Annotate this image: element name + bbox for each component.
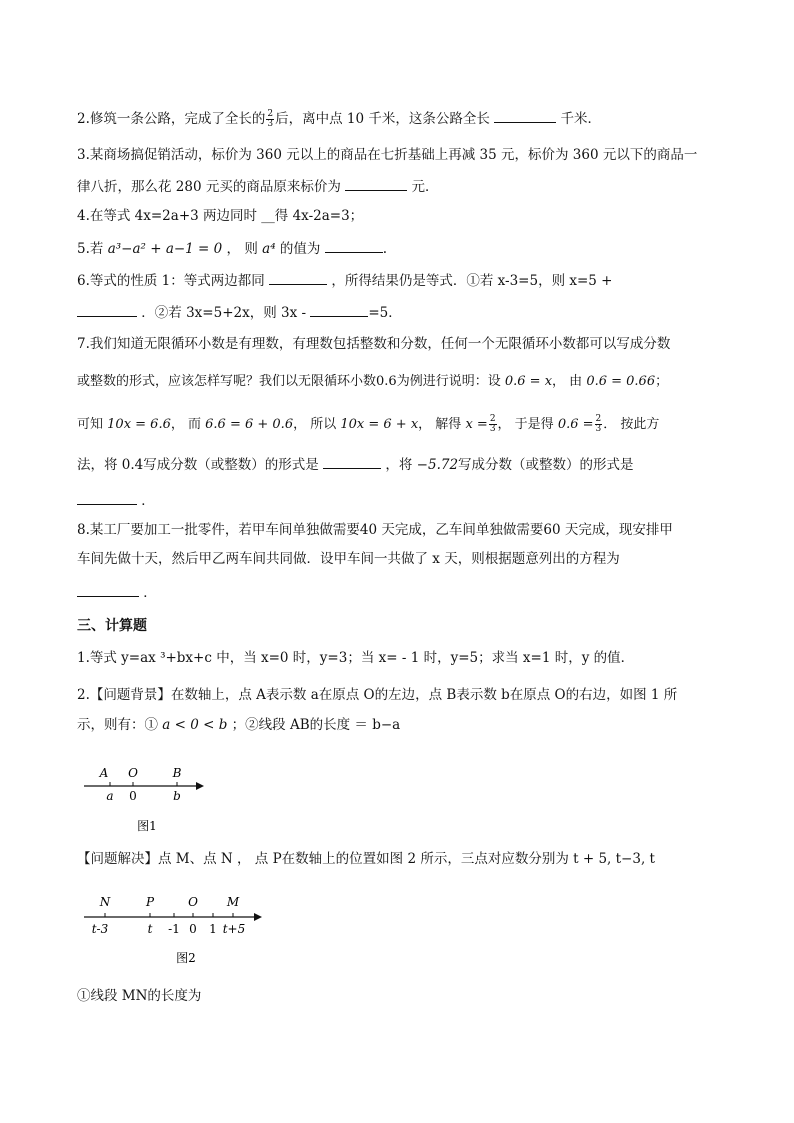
equation: 0.6 = 0.66 <box>586 374 656 389</box>
answer-blank <box>494 110 556 123</box>
question-7-line-5: ． <box>77 492 155 509</box>
value-label-b: b <box>173 789 181 803</box>
point-label-o: O <box>188 895 198 909</box>
figure-caption: 图1 <box>137 819 157 833</box>
equation: 10x = 6.6 <box>107 417 171 432</box>
equation: 0.6 = <box>557 417 594 432</box>
point-label-p: P <box>145 895 155 909</box>
question-3-line-1: 3.某商场搞促销活动，标价为 360 元以上的商品在七折基础上再减 35 元，标价为 360 元以下的商品一 <box>77 147 698 163</box>
inequality: a < 0 < b <box>162 717 228 733</box>
calc-question-2-line-4: ①线段 MN的长度为 <box>77 988 202 1004</box>
question-8-line-3: ． <box>77 584 157 601</box>
question-7-line-3: 可知 10x = 6.6， 而 6.6 = 6 + 0.6， 所以 10x = 6 + x， 解得 x = $\frac{2}{3}$ ， 于是得 0.6 = $\frac{2}{3}$ ． 按此方 <box>77 414 660 434</box>
value-label-a: a <box>106 789 114 803</box>
answer-blank <box>77 492 137 505</box>
value-label-t-plus-5: t+5 <box>222 922 246 936</box>
question-7-line-4: 法，将 0.4写成分数（或整数）的形式是 ，将 −5.72写成分数（或整数）的形式是 <box>77 457 634 473</box>
fraction: $\frac{2}{3}$ <box>595 414 602 434</box>
equation: x = <box>465 417 488 432</box>
answer-blank <box>323 456 381 469</box>
section-heading: 三、计算题 <box>77 618 147 634</box>
question-6-line-1: 6.等式的性质 1：等式两边都同 ，所得结果仍是等式．①若 x-3=5，则 x=5 + <box>77 273 613 289</box>
point-label-m: M <box>226 895 240 909</box>
question-8-line-2: 车间先做十天，然后甲乙两车间共同做．设甲车间一共做了 x 天，则根据题意列出的方程为 <box>77 551 620 567</box>
expression: a⁴ <box>262 241 276 257</box>
question-8-line-1: 8.某工厂要加工一批零件，若甲车间单独做需要40 天完成，乙车间单独做需要60 天完成，现安排甲 <box>77 522 673 538</box>
value-label-t: t <box>147 922 153 936</box>
question-3-line-2: 律八折，那么花 280 元买的商品原来标价为 元． <box>77 179 439 195</box>
value-label-0: 0 <box>129 789 137 803</box>
calc-question-2-line-2: 示，则有：① a < 0 < b ；②线段 AB的长度 ＝ b−a <box>77 717 401 733</box>
answer-blank <box>77 304 137 317</box>
question-6-line-2: ．②若 3x=5+2x，则 3x - =5． <box>77 304 402 321</box>
point-label-o: O <box>128 766 138 780</box>
answer-blank <box>345 178 407 191</box>
value-label-neg1: -1 <box>168 922 180 936</box>
value-label-t-3: t-3 <box>91 922 109 936</box>
value-label-0: 0 <box>189 922 197 936</box>
equation: 6.6 = 6 + 0.6 <box>205 417 294 432</box>
value-label-1: 1 <box>209 922 217 936</box>
question-2: 2.修筑一条公路，完成了全长的 $\frac{2}{3}$ 后，离中点 10 千米，这条公路全长 千米． <box>77 109 601 129</box>
number-line-figure-2 <box>80 890 280 970</box>
point-label-b: B <box>172 766 182 780</box>
equation: 0.6 = x <box>504 374 553 389</box>
repeating-decimal: −5.72 <box>416 457 459 473</box>
question-5: 5.若 a³−a² + a−1 = 0 ， 则 a⁴ 的值为 . <box>77 241 387 257</box>
fraction: $\frac{2}{3}$ <box>489 414 496 434</box>
repeating-decimal: 0.6 <box>376 374 397 389</box>
question-7-line-2: 或整数的形式，应该怎样写呢？我们以无限循环小数0.6为例进行说明：设 0.6 = x， 由 0.6 = 0.66； <box>77 374 669 389</box>
number-line-figure-1 <box>80 760 220 835</box>
answer-blank <box>325 240 383 253</box>
equation: a³−a² + a−1 = 0 <box>107 241 223 257</box>
question-4: 4.在等式 4x=2a+3 两边同时 __得 4x-2a=3； <box>77 208 364 224</box>
answer-blank <box>310 304 368 317</box>
calc-question-2-line-3: 【问题解决】点 M、点 N ， 点 P在数轴上的位置如图 2 所示，三点对应数分别为 t + 5, t−3, t <box>77 851 655 867</box>
answer-blank <box>269 272 327 285</box>
figure-caption: 图2 <box>176 951 196 965</box>
repeating-decimal: 0.4 <box>121 457 144 473</box>
question-7-line-1: 7.我们知道无限循环小数是有理数，有理数包括整数和分数，任何一个无限循环小数都可以写成分数 <box>77 336 671 352</box>
point-label-a: A <box>99 766 109 780</box>
answer-blank <box>77 584 139 597</box>
fraction: $\frac{2}{3}$ <box>267 109 274 129</box>
calc-question-2-line-1: 2.【问题背景】在数轴上，点 A表示数 a在原点 O的左边，点 B表示数 b在原点 O的右边，如图 1 所 <box>77 687 678 703</box>
calc-question-1: 1.等式 y=ax ³+bx+c 中，当 x=0 时，y=3；当 x= - 1 时，y=5；求当 x=1 时，y 的值． <box>77 650 635 666</box>
equation: 10x = 6 + x <box>340 417 419 432</box>
point-label-n: N <box>99 895 111 909</box>
